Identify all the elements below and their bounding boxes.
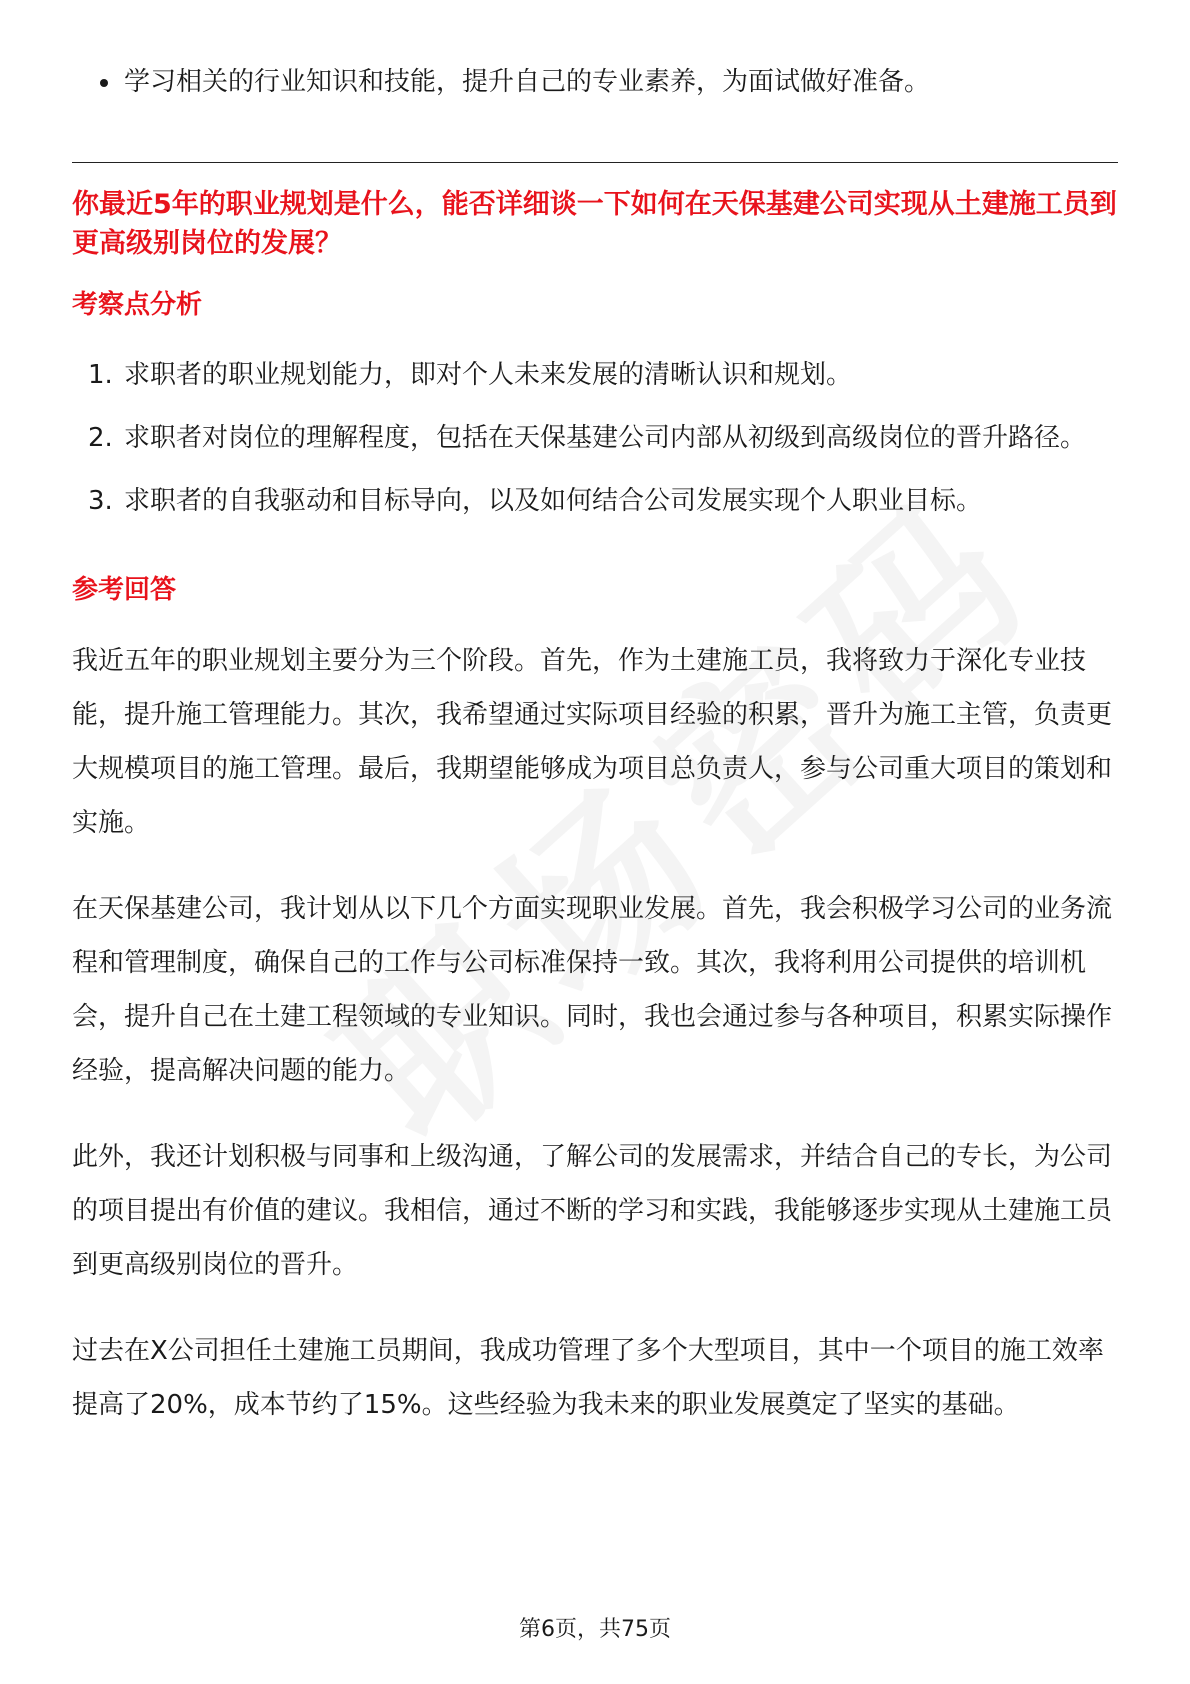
answer-heading: 参考回答 — [72, 575, 177, 605]
item-text: 求职者对岗位的理解程度，包括在天保基建公司内部从初级到高级岗位的晋升路径。 — [124, 423, 1087, 453]
section-divider — [72, 162, 1118, 163]
item-number: 2. — [88, 423, 113, 453]
analysis-item — [72, 475, 1118, 528]
analysis-item — [72, 412, 1118, 465]
answer-paragraph: 此外，我还计划积极与同事和上级沟通，了解公司的发展需求，并结合自己的专长，为公司的项目提出有价值的建议。我相信，通过不断的学习和实践，我能够逐步实现从土建施工员到更高级别岗位的晋升。 — [72, 1142, 1113, 1280]
page-content — [72, 60, 1118, 1432]
page-footer: 第6页，共75页 — [519, 1617, 671, 1642]
answer-paragraph: 我近五年的职业规划主要分为三个阶段。首先，作为土建施工员，我将致力于深化专业技能，提升施工管理能力。其次，我希望通过实际项目经验的积累，晋升为施工主管，负责更大规模项目的施工管理。最后，我期望能够成为项目总负责人，参与公司重大项目的策划和实施。 — [72, 646, 1113, 838]
item-number: 3. — [88, 486, 113, 516]
analysis-item — [72, 349, 1118, 402]
analysis-list — [72, 349, 1118, 528]
answer-paragraph: 在天保基建公司，我计划从以下几个方面实现职业发展。首先，我会积极学习公司的业务流程和管理制度，确保自己的工作与公司标准保持一致。其次，我将利用公司提供的培训机会，提升自己在土建工程领域的专业知识。同时，我也会通过参与各种项目，积累实际操作经验，提高解决问题的能力。 — [72, 894, 1113, 1086]
item-text: 求职者的自我驱动和目标导向，以及如何结合公司发展实现个人职业目标。 — [124, 486, 983, 516]
item-text: 求职者的职业规划能力，即对个人未来发展的清晰认识和规划。 — [124, 360, 853, 390]
intro-bullet-list — [72, 60, 1118, 104]
analysis-heading: 考察点分析 — [72, 290, 203, 320]
bullet-item: 学习相关的行业知识和技能，提升自己的专业素养，为面试做好准备。 — [72, 60, 1118, 104]
question-title: 你最近5年的职业规划是什么，能否详细谈一下如何在天保基建公司实现从土建施工员到更高级别岗位的发展？ — [72, 189, 1117, 259]
answer-paragraph: 过去在X公司担任土建施工员期间，我成功管理了多个大型项目，其中一个项目的施工效率提高了20%，成本节约了15%。这些经验为我未来的职业发展奠定了坚实的基础。 — [72, 1336, 1104, 1420]
item-number: 1. — [88, 360, 113, 390]
